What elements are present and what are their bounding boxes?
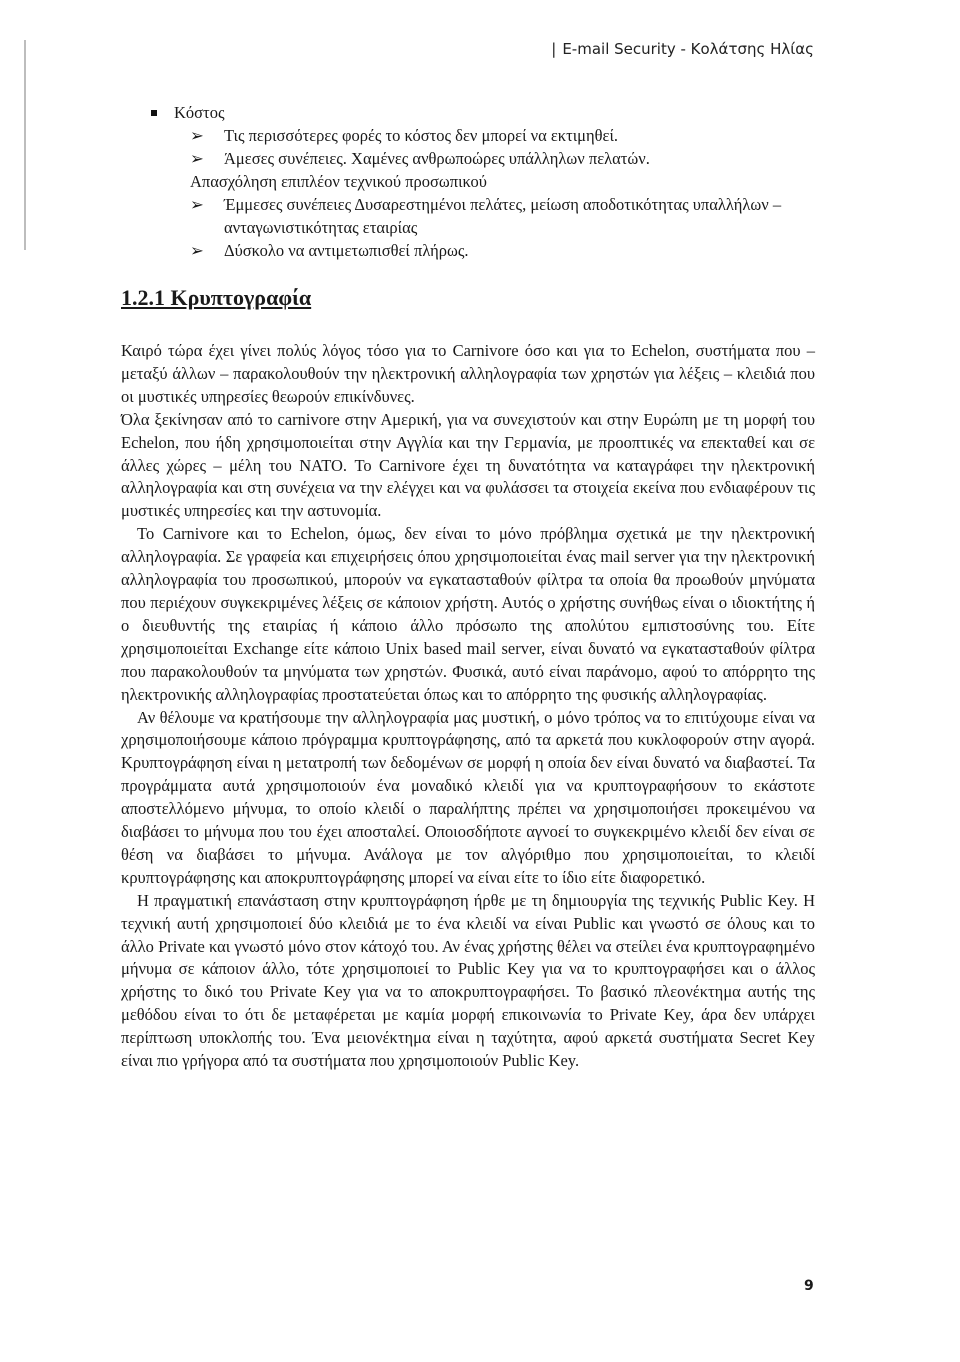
paragraph: Καιρό τώρα έχει γίνει πολύς λόγος τόσο για το Carnivore όσο και για το Echelon, συστήματα που – μεταξύ άλλων – παρακολουθούν την ηλεκτρονική αλληλογραφία των χρηστών για λέξεις – κλειδιά που οι μυστικές υπηρεσίες θεωρούν επικίνδυνες. (121, 341, 815, 406)
arrow-bullet-icon: ➢ (190, 149, 204, 168)
header-separator: | (551, 40, 557, 58)
paragraph: Το Carnivore και το Echelon, όμως, δεν είναι το μόνο πρόβλημα σχετικά με την ηλεκτρονική αλληλογραφία. Σε γραφεία και επιχειρήσεις όπου χρησιμοποιείται ένας mail server για την ηλεκτρονική αλληλογραφία του προσωπικού, μπορούν να εγκατασταθούν φίλτρα τα οποία θα προωθούν μηνύματα που περιέχουν συγκεκριμένες λέξεις σε κάποιον χρήστη. Αυτός ο χρήστης συνήθως είναι ο ιδιοκτήτης ή ο διευθυντής της εταιρίας ή κάποιο άλλο πρόσωπο της απολύτου εμπιστοσύνης του. Είτε χρησιμοποιείται Exchange είτε κάποιο Unix based mail server, είναι δυνατό να εγκατασταθούν φίλτρα που παρακολουθούν τα μηνύματα των χρηστών. Φυσικά, αυτό είναι παράνομο, αφού το απόρρητο της ηλεκτρονικής αλληλογραφίας προστατεύεται όπως και το απόρρητο της φυσικής αλληλογραφίας. (121, 524, 815, 704)
bullet-cost (148, 101, 828, 124)
cost-bullet-list (148, 101, 828, 262)
header-title: E-mail Security - Κολάτσης Ηλίας (562, 40, 814, 58)
sub-bullet-text: Άμεσες συνέπειες. Χαμένες ανθρωποώρες υπάλληλων πελατών. (224, 149, 650, 168)
arrow-bullet-icon: ➢ (190, 126, 204, 145)
bullet-cost-label: Κόστος (174, 103, 225, 122)
running-header (551, 40, 814, 58)
sub-bullet (148, 193, 828, 239)
scan-edge-line (24, 40, 26, 250)
square-bullet-icon (151, 110, 157, 116)
paragraph: Όλα ξεκίνησαν από το carnivore στην Αμερική, για να συνεχιστούν και στην Ευρώπη με τη μορφή του Echelon, που ήδη χρησιμοποιείται στην Αγγλία και την Γερμανία, με προοπτικές να επεκταθεί και σε άλλες χώρες – μέλη του NATO. Το Carnivore έχει τη δυνατότητα να καταγράφει την ηλεκτρονική αλληλογραφία και στη συνέχεια να την ελέγχει και να φυλάσσει τα στοιχεία εκείνα που ενδιαφέρουν τις μυστικές υπηρεσίες και την αστυνομία. (121, 409, 815, 521)
arrow-bullet-icon: ➢ (190, 241, 204, 260)
page-number: 9 (804, 1278, 814, 1294)
sub-bullet-continuation: Απασχόληση επιπλέον τεχνικού προσωπικού (190, 172, 487, 191)
section-heading (121, 285, 311, 311)
paragraph: Η πραγματική επανάσταση στην κρυπτογράφηση ήρθε με τη δημιουργία της τεχνικής Public Key. Η τεχνική αυτή χρησιμοποιεί δύο κλειδιά με το ένα κλειδί να είναι Public και γνωστό σε όλους και το άλλο Private και γνωστό μόνο στον κάτοχό του. Αν ένας χρήστης θέλει να στείλει ένα κρυπτογραφημένο μήνυμα σε κάποιον άλλο, τότε χρησιμοποιεί το Public Key για να το κρυπτογραφήσει και ο άλλος χρήστης το δικό του Private Key για να το αποκρυπτογραφήσει. Το βασικό πλεονέκτημα αυτής της μεθόδου είναι το ότι δε μεταφέρεται με καμία μορφή επικοινωνία το Private Key, άρα δεν υπάρχει περίπτωση υποκλοπής του. Ένα μειονέκτημα είναι η ταχύτητα, αφού αρκετά συστήματα Secret Key είναι πιο γρήγορα από τα συστήματα που χρησιμοποιούν Public Key. (121, 890, 815, 1071)
sub-bullet (148, 147, 828, 170)
sub-bullet (148, 124, 828, 147)
body-text (121, 340, 815, 1073)
paragraph: Αν θέλουμε να κρατήσουμε την αλληλογραφία μας μυστική, ο μόνο τρόπος να το επιτύχουμε είναι να χρησιμοποιήσουμε κάποιο πρόγραμμα κρυπτογράφησης, από τα αρκετά που κυκλοφορούν στην αγορά. Κρυπτογράφηση είναι η μετατροπή των δεδομένων σε μορφή η οποία δεν είναι δυνατό να διαβαστεί. Τα προγράμματα αυτά χρησιμοποιούν ένα μοναδικό κλειδί για να κρυπτογραφήσουν το εκάστοτε αποστελλόμενο μήνυμα, το οποίο κλειδί ο παραλήπτης πρέπει να χρησιμοποιήσει προκειμένου να διαβάσει το μήνυμα που του έχει αποσταλεί. Οποιοσδήποτε αγνοεί το συγκεκριμένο κλειδί δεν είναι σε θέση να διαβάσει το μήνυμα. Ανάλογα με τον αλγόριθμο που χρησιμοποιείται, το κλειδί κρυπτογράφησης και αποκρυπτογράφησης μπορεί να είναι είτε το ίδιο είτε διαφορετικό. (121, 707, 815, 887)
sub-bullet-text: Δύσκολο να αντιμετωπισθεί πλήρως. (224, 241, 469, 260)
sub-bullet (148, 239, 828, 262)
section-number: 1.2.1 (121, 285, 165, 310)
sub-bullet-text: Έμμεσες συνέπειες Δυσαρεστημένοι πελάτες, μείωση αποδοτικότητας υπαλλήλων – ανταγωνιστικότητας εταιρίας (224, 195, 782, 237)
section-title: Κρυπτογραφία (170, 285, 312, 310)
sub-bullet-text: Τις περισσότερες φορές το κόστος δεν μπορεί να εκτιμηθεί. (224, 126, 619, 145)
arrow-bullet-icon: ➢ (190, 195, 204, 214)
